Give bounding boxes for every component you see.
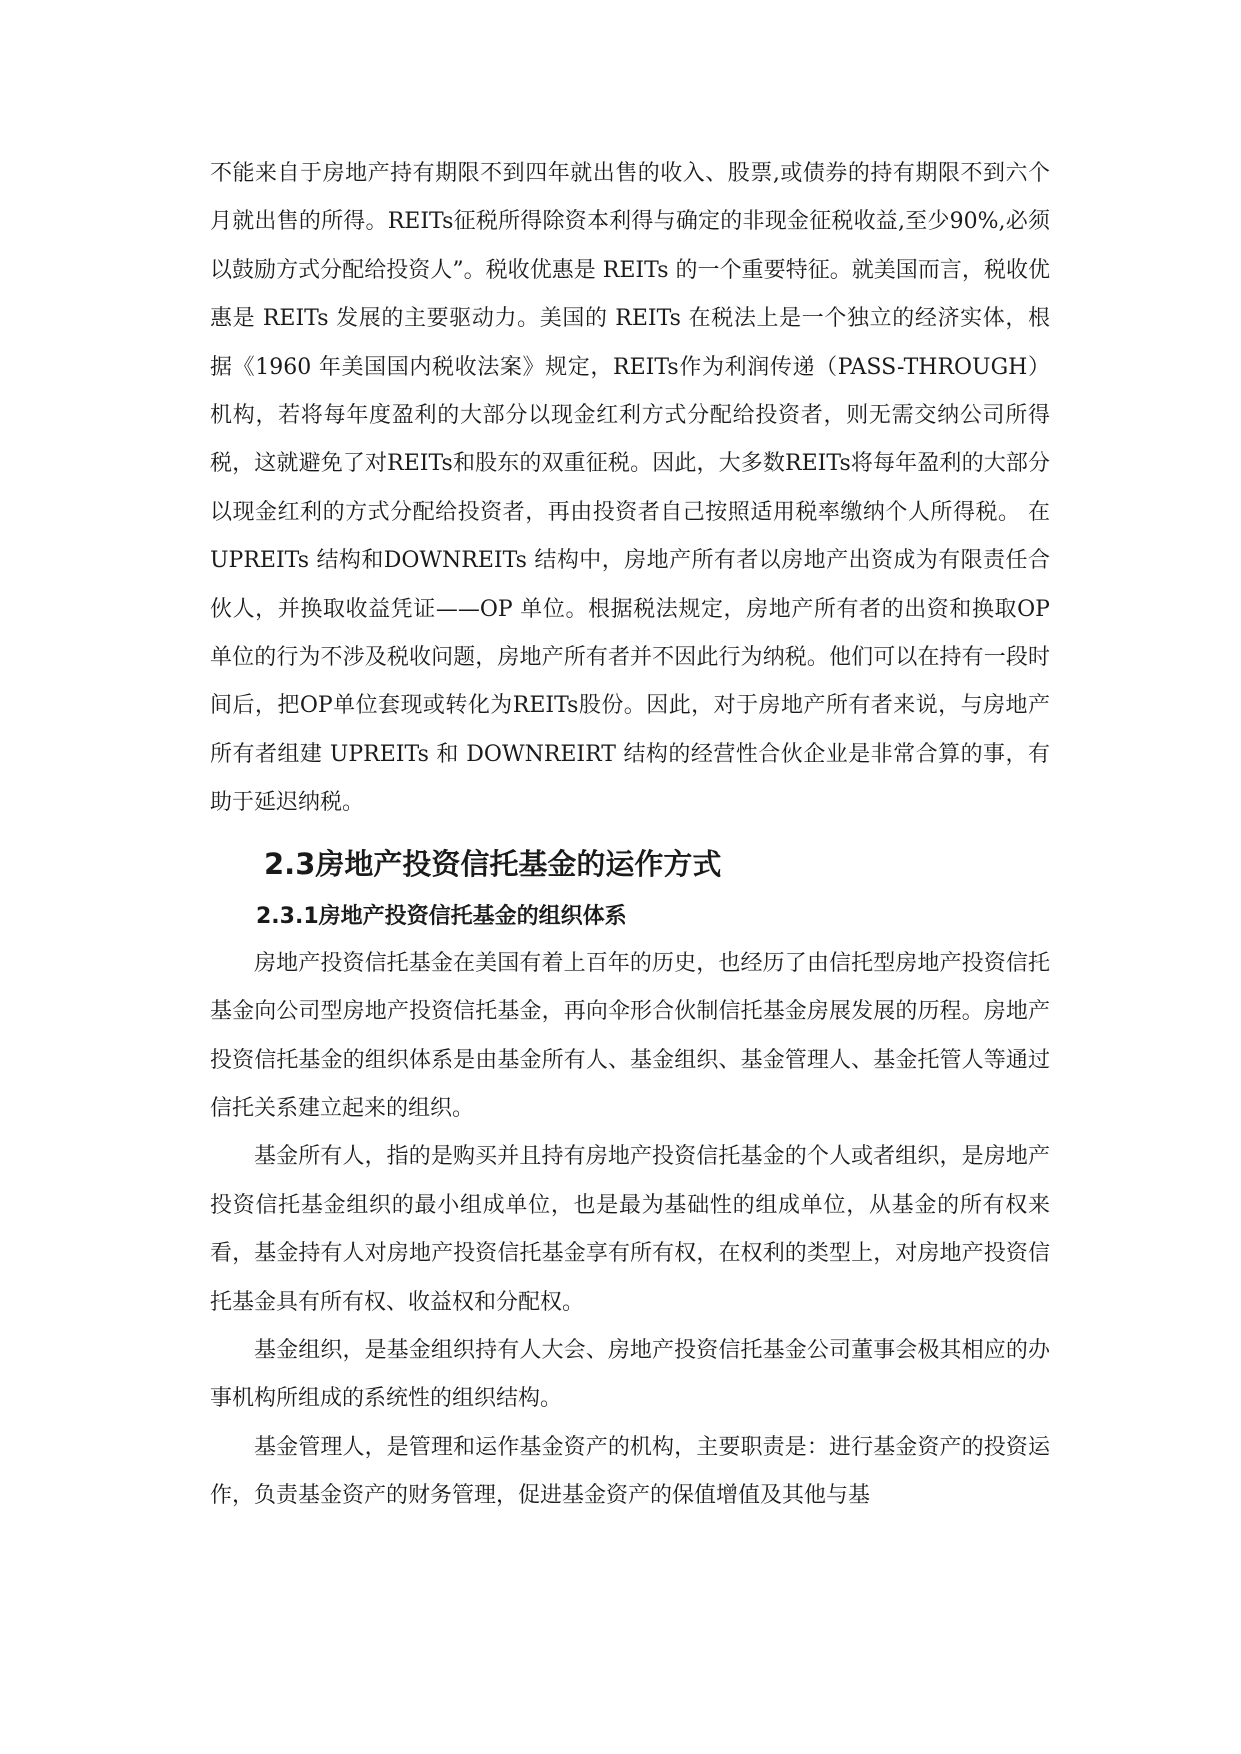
section-heading: 2.3房地产投资信托基金的运作方式 — [264, 846, 722, 881]
body-paragraph: 不能来自于房地产持有期限不到四年就出售的收入、股票,或债券的持有期限不到六个月就出售的所得。REITs征税所得除资本利得与确定的非现金征税收益,至少90%,必须以鼓励方式分配给投资人”。税收优惠是 REITs 的一个重要特征。就美国而言，税收优惠是 REITs 发展的主要驱动力。美国的 REITs 在税法上是一个独立的经济实体，根据《1960 年美国国内税收法案》规定，REITs作为利润传递（PASS-THROUGH）机构，若将每年度盈利的大部分以现金红利方式分配给投资者，则无需交纳公司所得税，这就避免了对REITs和股东的双重征税。因此，大多数REITs将每年盈利的大部分以现金红利的方式分配给投资者，再由投资者自己按照适用税率缴纳个人所得税。 在 UPREITs 结构和DOWNREITs 结构中，房地产所有者以房地产出资成为有限责任合伙人，并换取收益凭证——OP 单位。根据税法规定，房地产所有者的出资和换取OP单位的行为不涉及税收问题，房地产所有者并不因此行为纳税。他们可以在持有一段时间后，把OP单位套现或转化为REITs股份。因此，对于房地产所有者来说，与房地产所有者组建 UPREITs 和 DOWNREIRT 结构的经营性合伙企业是非常合算的事，有助于延迟纳税。 — [210, 161, 1050, 816]
subsection-heading: 2.3.1房地产投资信托基金的组织体系 — [256, 903, 627, 929]
body-paragraph: 基金所有人，指的是购买并且持有房地产投资信托基金的个人或者组织，是房地产投资信托基金组织的最小组成单位，也是最为基础性的组成单位，从基金的所有权来看，基金持有人对房地产投资信托基金享有所有权，在权利的类型上，对房地产投资信托基金具有所有权、收益权和分配权。 — [210, 1144, 1050, 1315]
document-page — [210, 150, 1050, 1521]
body-paragraph: 房地产投资信托基金在美国有着上百年的历史，也经历了由信托型房地产投资信托基金向公司型房地产投资信托基金，再向伞形合伙制信托基金房展发展的历程。房地产投资信托基金的组织体系是由基金所有人、基金组织、基金管理人、基金托管人等通过信托关系建立起来的组织。 — [210, 950, 1050, 1121]
body-paragraph: 基金组织，是基金组织持有人大会、房地产投资信托基金公司董事会极其相应的办事机构所组成的系统性的组织结构。 — [210, 1337, 1050, 1412]
body-paragraph: 基金管理人，是管理和运作基金资产的机构，主要职责是：进行基金资产的投资运作，负责基金资产的财务管理，促进基金资产的保值增值及其他与基 — [210, 1434, 1050, 1509]
